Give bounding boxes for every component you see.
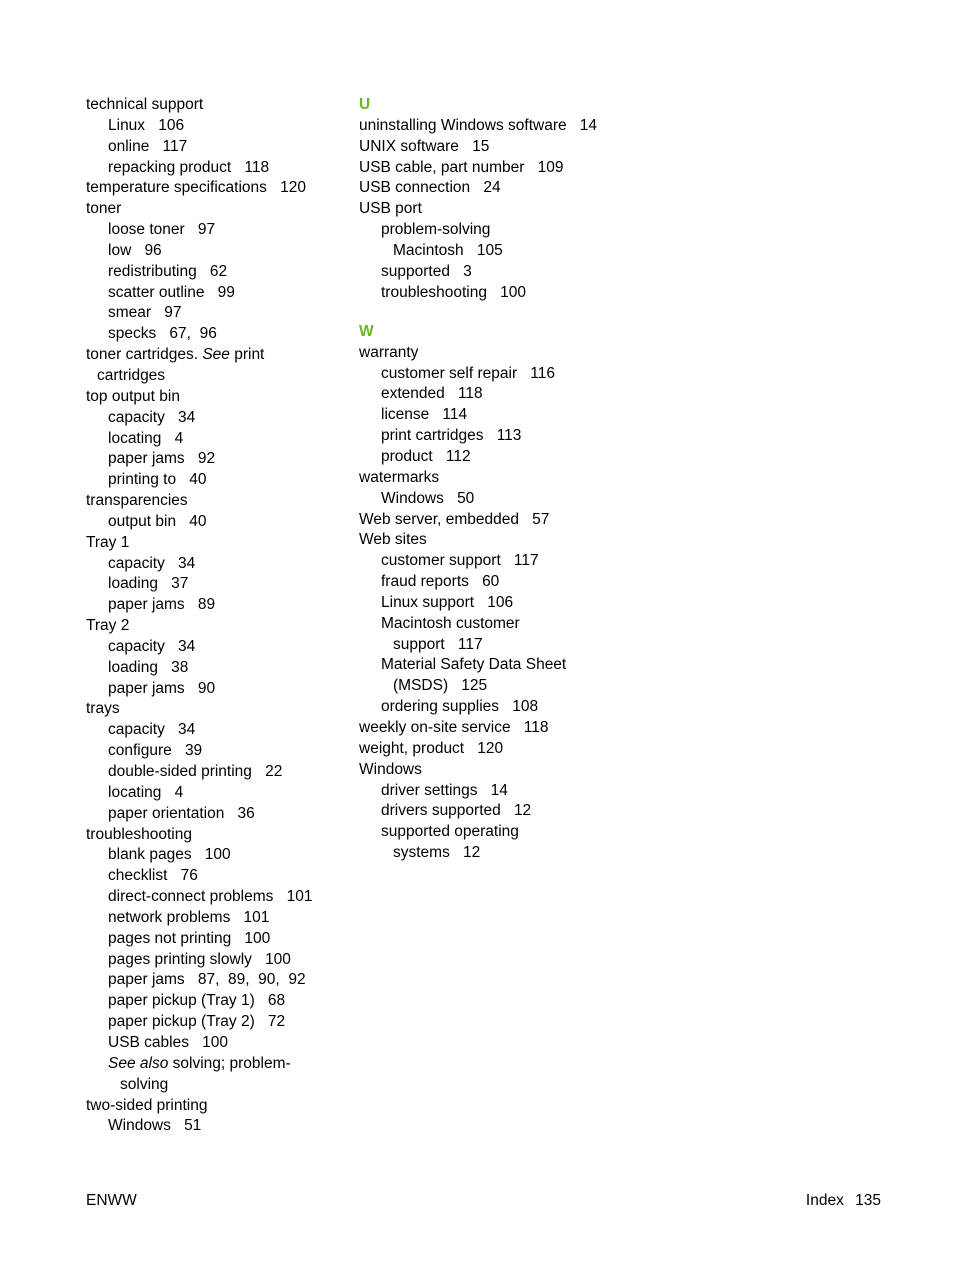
entry-term: online	[108, 137, 150, 155]
page-reference[interactable]: 34	[178, 721, 196, 739]
index-subentry	[86, 554, 336, 575]
page-reference[interactable]: 89	[197, 596, 216, 614]
footer-page: 135	[855, 1192, 881, 1209]
entry-term: pages printing slowly	[108, 950, 252, 968]
index-entry	[359, 510, 639, 531]
entry-term: license	[381, 406, 430, 424]
page-reference[interactable]: 97	[164, 304, 182, 322]
page-reference[interactable]: 68	[267, 992, 286, 1010]
entry-term: USB connection	[359, 179, 471, 197]
page-reference[interactable]: 100	[244, 929, 271, 947]
page-reference[interactable]: 34	[178, 637, 196, 655]
index-subentry	[359, 801, 639, 822]
index-subentry	[86, 241, 336, 262]
page-reference[interactable]: 101	[286, 888, 313, 906]
index-entry	[86, 825, 336, 846]
index-entry	[86, 533, 336, 554]
index-subentry	[359, 426, 639, 447]
entry-term: blank pages	[108, 846, 192, 864]
page-reference[interactable]: 38	[171, 658, 189, 676]
page-reference[interactable]: 60	[482, 573, 500, 591]
cross-reference-label: See also	[108, 1054, 169, 1072]
page-reference[interactable]: 106	[487, 593, 514, 611]
page-reference[interactable]: 114	[442, 406, 468, 424]
entry-term: paper pickup (Tray 1)	[108, 992, 255, 1010]
entry-term: loading	[108, 658, 158, 676]
index-entry-continuation	[359, 676, 639, 697]
page-reference[interactable]: 37	[171, 575, 189, 593]
index-subentry	[86, 303, 336, 324]
index-entry	[86, 199, 336, 220]
entry-term: watermarks	[359, 468, 440, 486]
index-subentry	[86, 658, 336, 679]
index-subentry	[86, 262, 336, 283]
entry-term: capacity	[108, 554, 165, 572]
page-reference[interactable]: 67, 96	[169, 325, 217, 343]
page-reference[interactable]: 118	[457, 385, 483, 403]
index-subentry	[359, 220, 639, 241]
index-subentry	[359, 655, 639, 676]
index-column-right	[359, 95, 639, 864]
index-subentry	[86, 637, 336, 658]
index-entry-continuation	[359, 843, 639, 864]
index-subentry	[86, 845, 336, 866]
entry-term: output bin	[108, 512, 177, 530]
entry-term: (MSDS)	[393, 677, 449, 695]
entry-term: paper pickup (Tray 2)	[108, 1013, 255, 1031]
page-reference[interactable]: 112	[445, 448, 471, 465]
index-subentry	[86, 595, 336, 616]
index-subentry	[86, 116, 336, 137]
index-subentry	[86, 887, 336, 908]
entry-term: systems	[393, 844, 450, 862]
page-reference[interactable]: 120	[477, 739, 504, 757]
entry-term: paper jams	[108, 596, 185, 614]
page-reference[interactable]: 100	[202, 1033, 229, 1051]
page-reference[interactable]: 117	[513, 552, 539, 570]
entry-term: network problems	[108, 908, 231, 926]
page-reference[interactable]: 40	[189, 471, 207, 489]
page-reference[interactable]: 24	[483, 179, 501, 197]
page-reference[interactable]: 34	[178, 554, 196, 572]
index-subentry	[359, 697, 639, 718]
index-subentry	[86, 158, 336, 179]
entry-term: Linux	[108, 116, 146, 134]
index-entry	[86, 1096, 336, 1117]
index-subentry	[86, 1054, 336, 1075]
index-subentry	[86, 408, 336, 429]
entry-term: loading	[108, 575, 158, 593]
index-entry	[86, 95, 336, 116]
index-subentry	[359, 489, 639, 510]
entry-term: Linux support	[381, 593, 475, 611]
index-entry	[86, 699, 336, 720]
index-subentry	[359, 384, 639, 405]
index-subentry	[86, 512, 336, 533]
entry-term: redistributing	[108, 262, 197, 280]
entry-term: supported	[381, 262, 450, 280]
page-reference[interactable]: 87, 89, 90, 92	[197, 971, 306, 989]
entry-term: USB cable, part number	[359, 158, 525, 176]
index-subentry	[86, 991, 336, 1012]
page-reference[interactable]: 105	[476, 241, 503, 259]
entry-term: trays	[86, 700, 120, 718]
entry-term: Tray 1	[86, 533, 130, 551]
footer-index-label: Index	[805, 1192, 844, 1209]
entry-term: pages not printing	[108, 929, 232, 947]
index-subentry	[86, 950, 336, 971]
entry-term: technical support	[86, 96, 204, 113]
index-subentry	[86, 804, 336, 825]
index-subentry	[359, 405, 639, 426]
page-reference[interactable]: 109	[537, 158, 564, 176]
index-entry	[86, 178, 336, 199]
page-reference[interactable]: 22	[265, 763, 283, 780]
entry-term: print cartridges	[381, 427, 484, 445]
index-subentry	[359, 551, 639, 572]
index-letter-heading: W	[359, 322, 374, 340]
index-entry	[359, 178, 639, 199]
index-subentry	[359, 283, 639, 304]
page-reference[interactable]: 113	[496, 427, 522, 445]
index-entry	[86, 387, 336, 408]
page-reference[interactable]: 116	[530, 364, 555, 382]
entry-term: problem-solving	[381, 221, 491, 239]
entry-term: Web server, embedded	[359, 510, 519, 528]
entry-term: repacking product	[108, 158, 232, 176]
page-reference[interactable]: 12	[463, 844, 481, 862]
entry-term: USB port	[359, 200, 422, 218]
page-reference[interactable]: 76	[180, 867, 198, 885]
entry-term: Tray 2	[86, 617, 130, 635]
entry-term: UNIX software	[359, 137, 459, 155]
entry-term: locating	[108, 429, 162, 447]
entry-term: drivers supported	[381, 802, 501, 820]
page-reference[interactable]: 117	[457, 635, 483, 653]
entry-term: weekly on-site service	[359, 718, 511, 736]
page-reference[interactable]: 34	[178, 408, 196, 426]
page-reference[interactable]: 57	[532, 510, 550, 528]
entry-term: uninstalling Windows software	[359, 116, 567, 134]
entry-term: paper jams	[108, 450, 185, 468]
index-letter-heading: U	[359, 96, 371, 113]
entry-term: two-sided printing	[86, 1096, 208, 1114]
index-entry	[359, 760, 639, 781]
page-reference[interactable]: 118	[523, 718, 549, 736]
page-reference[interactable]: 120	[280, 179, 306, 197]
entry-term: transparencies	[86, 492, 188, 510]
page-reference[interactable]: 3	[463, 262, 472, 280]
entry-term: USB cables	[108, 1033, 189, 1051]
cross-reference-label: See	[202, 346, 230, 364]
index-subentry	[86, 970, 336, 991]
index-subentry	[86, 1033, 336, 1054]
index-subentry	[86, 1116, 336, 1137]
index-entry-continuation	[86, 366, 336, 387]
entry-term: top output bin	[86, 387, 180, 405]
page-reference[interactable]: 40	[189, 512, 207, 530]
page-reference[interactable]: 100	[500, 283, 527, 301]
entry-term: extended	[381, 385, 445, 403]
index-subentry	[86, 741, 336, 762]
entry-term: fraud reports	[381, 573, 469, 591]
index-entry	[359, 199, 639, 220]
page-reference[interactable]: 92	[197, 450, 216, 468]
entry-term: Macintosh	[393, 241, 464, 259]
entry-term: warranty	[359, 343, 419, 361]
index-subentry	[86, 1012, 336, 1033]
index-subentry	[86, 908, 336, 929]
page-reference[interactable]: 106	[158, 116, 185, 134]
index-subentry	[359, 593, 639, 614]
index-entry	[86, 616, 336, 637]
cross-reference-target: solving; problem-	[168, 1054, 291, 1072]
entry-term: toner	[86, 200, 122, 218]
index-subentry	[359, 241, 639, 262]
entry-term: support	[393, 635, 445, 653]
page-reference[interactable]: 97	[197, 221, 216, 239]
page-reference[interactable]: 4	[174, 429, 184, 447]
entry-term: ordering supplies	[381, 698, 500, 716]
page-reference[interactable]: 72	[267, 1013, 286, 1031]
entry-term: low	[108, 241, 132, 259]
footer-publisher	[86, 1191, 137, 1211]
page-reference[interactable]: 39	[184, 742, 203, 760]
index-subentry	[86, 324, 336, 345]
entry-term: paper jams	[108, 679, 185, 697]
entry-term: scatter outline	[108, 283, 205, 301]
entry-term: Windows	[381, 489, 444, 507]
page-reference[interactable]: 14	[579, 116, 598, 134]
entry-term: Windows	[108, 1117, 171, 1135]
entry-term: customer support	[381, 552, 501, 570]
page-reference[interactable]: 36	[237, 804, 255, 822]
page-reference[interactable]: 15	[472, 137, 490, 155]
index-entry	[359, 116, 639, 137]
index-subentry	[359, 364, 639, 385]
footer-left-text: ENWW	[86, 1192, 137, 1209]
index-subentry	[86, 783, 336, 804]
entry-term: configure	[108, 742, 172, 760]
page-reference[interactable]: 14	[490, 781, 508, 799]
entry-term: Windows	[359, 760, 422, 778]
page-reference[interactable]: 100	[204, 846, 231, 864]
entry-term: Web sites	[359, 531, 427, 549]
entry-term: supported operating	[381, 823, 519, 841]
index-subentry	[359, 447, 639, 468]
index-entry	[359, 468, 639, 489]
entry-term: capacity	[108, 408, 165, 426]
index-entry	[359, 718, 639, 739]
entry-term: troubleshooting	[381, 283, 487, 301]
section-gap	[359, 303, 639, 322]
index-entry	[86, 491, 336, 512]
index-subentry	[359, 614, 639, 635]
entry-term: temperature specifications	[86, 179, 267, 197]
entry-term: specks	[108, 325, 157, 343]
index-subentry	[86, 762, 336, 783]
entry-term: paper orientation	[108, 804, 225, 822]
index-subentry	[86, 220, 336, 241]
index-subentry	[359, 822, 639, 843]
entry-term: Macintosh customer	[381, 614, 520, 632]
page-reference[interactable]: 4	[174, 783, 184, 801]
index-entry	[359, 158, 639, 179]
cross-reference-target: print	[229, 346, 265, 364]
index-subentry	[359, 572, 639, 593]
index-entry-continuation	[86, 1075, 336, 1096]
index-subentry	[86, 283, 336, 304]
entry-term: driver settings	[381, 781, 478, 799]
index-subentry	[86, 429, 336, 450]
page-reference[interactable]: 101	[243, 908, 270, 926]
index-subentry	[359, 781, 639, 802]
index-subentry	[86, 574, 336, 595]
index-subentry	[359, 262, 639, 283]
index-entry	[359, 137, 639, 158]
page-reference[interactable]: 125	[461, 677, 488, 695]
index-entry	[359, 739, 639, 760]
entry-term: product	[381, 448, 433, 465]
entry-term: capacity	[108, 637, 165, 655]
page-reference[interactable]: 12	[513, 802, 532, 820]
entry-term: cartridges	[97, 366, 166, 384]
index-subentry	[86, 137, 336, 158]
entry-term: direct-connect problems	[108, 888, 274, 906]
entry-term: capacity	[108, 721, 165, 739]
entry-term: toner cartridges.	[86, 346, 203, 364]
index-entry	[359, 343, 639, 364]
entry-term: printing to	[108, 471, 177, 489]
page-reference[interactable]: 117	[162, 137, 188, 155]
entry-term: weight, product	[359, 739, 465, 757]
footer-page-number	[806, 1191, 881, 1211]
index-subentry	[86, 866, 336, 887]
page-reference[interactable]: 90	[197, 679, 216, 697]
page-reference[interactable]: 100	[265, 950, 291, 968]
entry-term: Material Safety Data Sheet	[381, 656, 567, 674]
page-reference[interactable]: 108	[512, 698, 539, 716]
index-subentry	[86, 470, 336, 491]
index-subentry	[86, 449, 336, 470]
index-entry-continuation	[359, 635, 639, 656]
index-subentry	[86, 679, 336, 700]
entry-term: checklist	[108, 867, 168, 885]
entry-term: double-sided printing	[108, 763, 252, 780]
index-entry	[86, 345, 336, 366]
index-entry	[359, 530, 639, 551]
entry-term: loose toner	[108, 221, 185, 239]
page-reference[interactable]: 51	[184, 1117, 202, 1135]
entry-term: customer self repair	[381, 364, 518, 382]
page-reference[interactable]: 96	[144, 241, 162, 259]
entry-term: solving	[120, 1075, 169, 1093]
entry-term: paper jams	[108, 971, 185, 989]
page-reference[interactable]: 118	[244, 158, 270, 176]
page-reference[interactable]: 50	[457, 489, 475, 507]
index-subentry	[86, 720, 336, 741]
page-reference[interactable]: 62	[209, 262, 228, 280]
entry-term: locating	[108, 783, 162, 801]
entry-term: troubleshooting	[86, 825, 192, 843]
entry-term: smear	[108, 304, 152, 322]
index-column-left	[86, 95, 336, 1137]
page-reference[interactable]: 99	[217, 283, 235, 301]
index-subentry	[86, 929, 336, 950]
